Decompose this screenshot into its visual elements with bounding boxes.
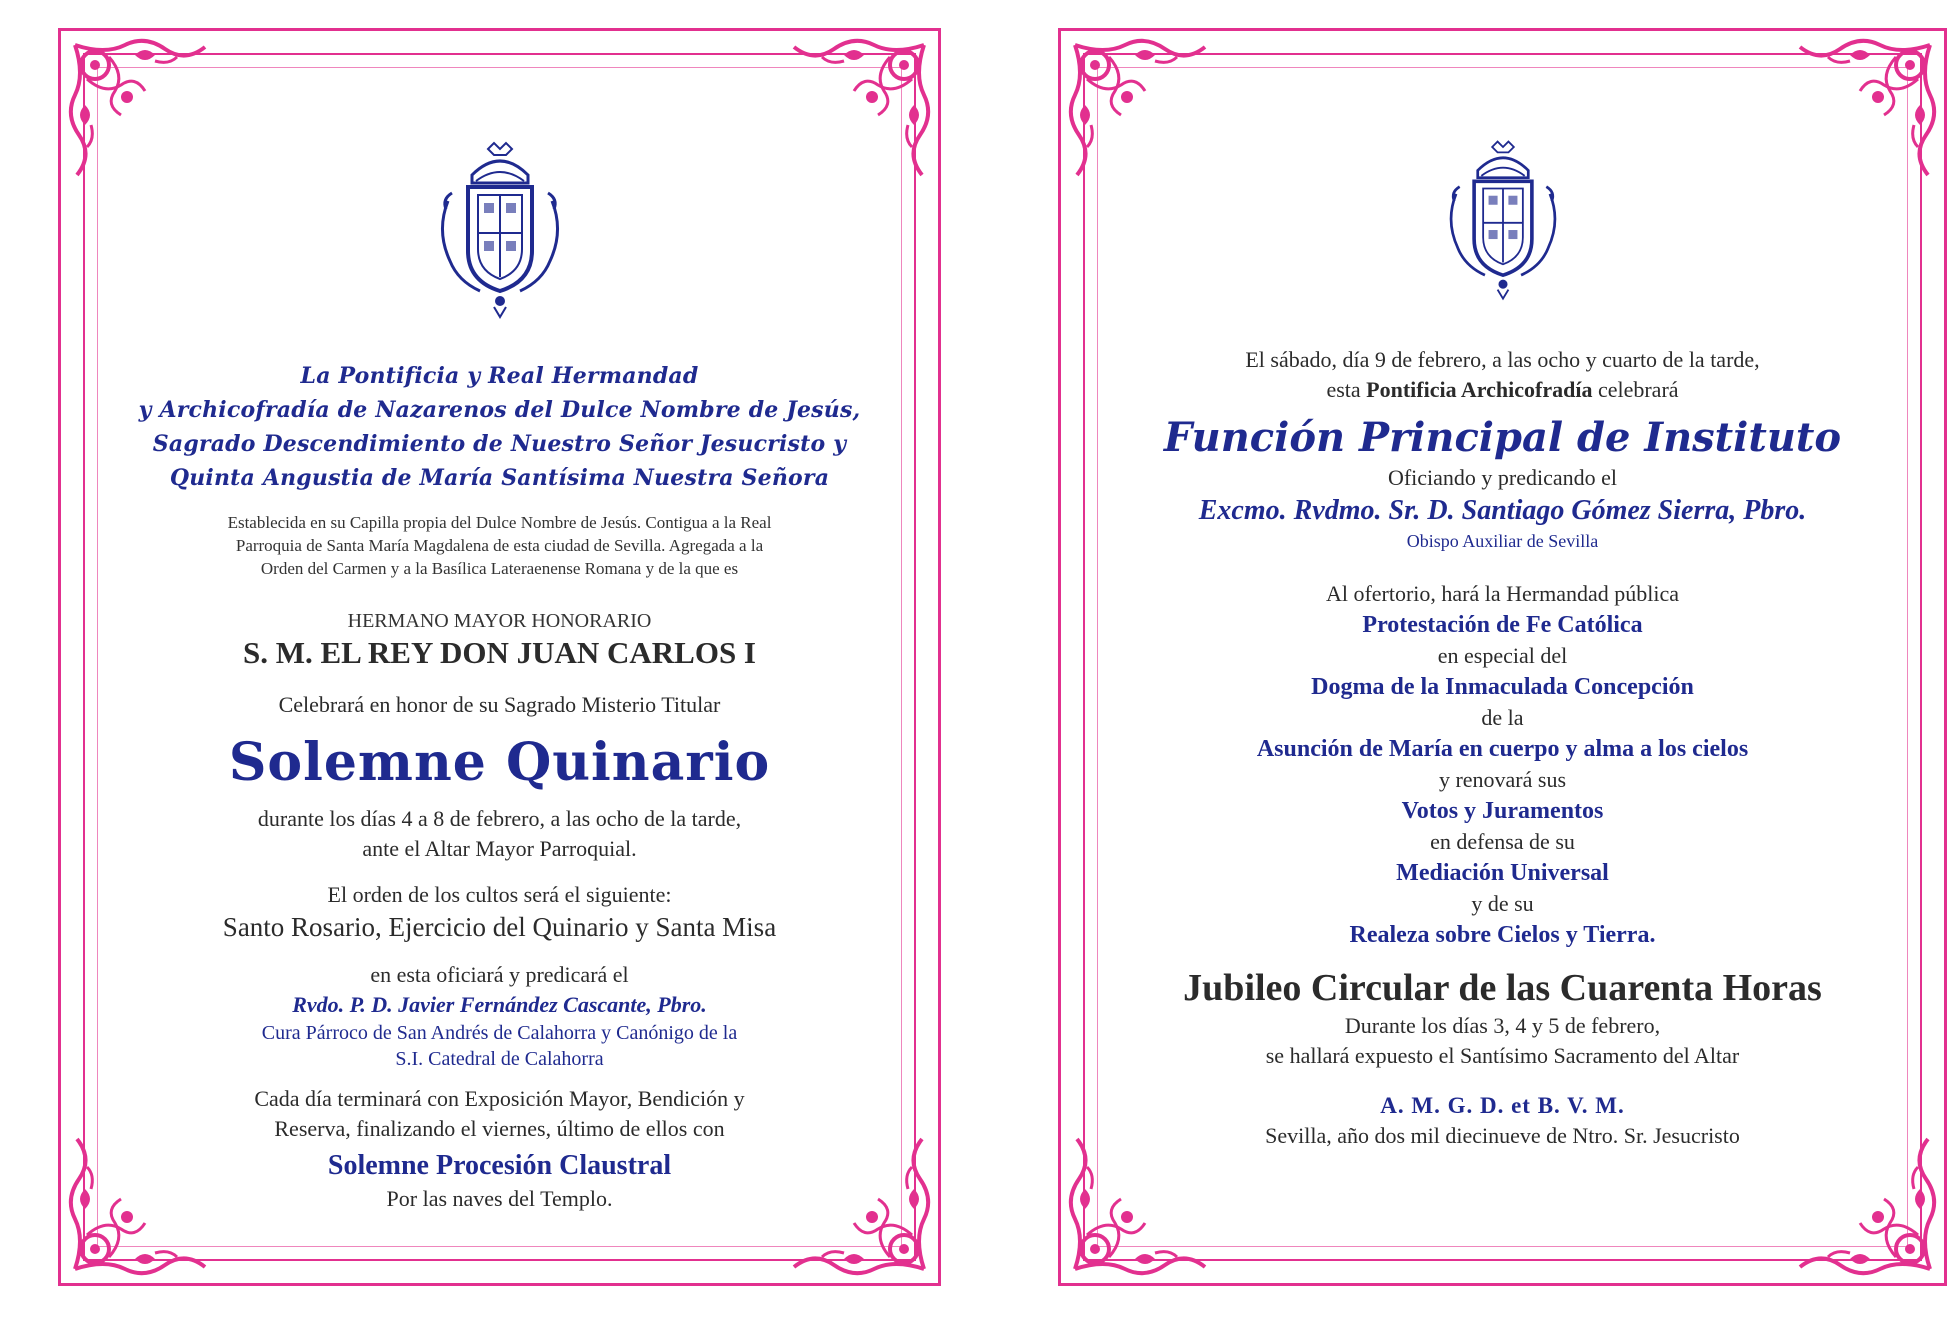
asuncion-text: Asunción de María en cuerpo y alma a los cielos [1256, 736, 1749, 762]
intro-archicofradia: Pontificia Archicofradía [1366, 377, 1593, 402]
preacher-role-line: Cura Párroco de San Andrés de Calahorra y Canónigo de la [261, 1022, 738, 1044]
intro-word: celebrará [1597, 377, 1679, 402]
brotherhood-title-line: Quinta Angustia de María Santísima Nuestra Señora [169, 465, 830, 491]
left-invitation-page [58, 28, 941, 1286]
celebrates-text: Celebrará en honor de su Sagrado Misterio Titular [278, 692, 721, 717]
procession-route: Por las naves del Templo. [386, 1186, 613, 1211]
dogma-text: Dogma de la Inmaculada Concepción [1311, 674, 1694, 700]
honorary-name: S. M. EL REY DON JUAN CARLOS I [243, 635, 756, 670]
intro-word: esta [1326, 377, 1361, 402]
jubileo-dates-line: Durante los días 3, 4 y 5 de febrero, [1344, 1013, 1661, 1038]
established-line: Orden del Carmen y a la Basílica Lateraenense Romana y de la que es [260, 559, 739, 578]
preacher-intro: en esta oficiará y predicará el [370, 962, 629, 987]
order-list: Santo Rosario, Ejercicio del Quinario y Santa Misa [222, 912, 777, 942]
left-content [131, 111, 868, 1214]
corner-ornament-icon [1065, 1129, 1215, 1279]
y-de-su-text: y de su [1471, 891, 1534, 916]
royal-crest-icon [428, 141, 572, 321]
preacher-role-line: S.I. Catedral de Calahorra [395, 1048, 604, 1070]
protest-text: Protestación de Fe Católica [1362, 612, 1643, 638]
brotherhood-title-line: Sagrado Descendimiento de Nuestro Señor Jesucristo y [152, 431, 847, 457]
brotherhood-title-line: y Archicofradía de Nazarenos del Dulce Nombre de Jesús, [138, 397, 861, 423]
defensa-text: en defensa de su [1430, 829, 1575, 854]
offertory-text: Al ofertorio, hará la Hermandad pública [1325, 581, 1680, 606]
established-text [131, 511, 868, 580]
preacher-name: Rvdo. P. D. Javier Fernández Cascante, Pbro. [292, 992, 707, 1017]
realeza-text: Realeza sobre Cielos y Tierra. [1349, 922, 1656, 948]
officiant-intro: Oficiando y predicando el [1387, 465, 1618, 490]
de-la-text: de la [1481, 705, 1524, 730]
procession-title: Solemne Procesión Claustral [327, 1150, 672, 1181]
dates-line: ante el Altar Mayor Parroquial. [362, 836, 637, 861]
officiant-name: Excmo. Rvdmo. Sr. D. Santiago Gómez Sierra, Pbro. [1198, 495, 1807, 526]
established-line: Parroquia de Santa María Magdalena de esta ciudad de Sevilla. Agregada a la [235, 536, 764, 555]
honorary-label: HERMANO MAYOR HONORARIO [347, 610, 652, 632]
order-intro: El orden de los cultos será el siguiente: [327, 882, 672, 907]
event-title: Función Principal de Instituto [1163, 414, 1842, 461]
closing-line: Reserva, finalizando el viernes, último de ellos con [274, 1116, 725, 1141]
renovara-text: y renovará sus [1438, 767, 1567, 792]
special-text: en especial del [1437, 643, 1568, 668]
amgd-text: A. M. G. D. et B. V. M. [1380, 1093, 1625, 1118]
ihs-crest-icon [1438, 139, 1568, 303]
right-content [1131, 111, 1874, 1151]
intro-line [1131, 375, 1874, 405]
jubileo-title: Jubileo Circular de las Cuarenta Horas [1183, 967, 1822, 1009]
votos-text: Votos y Juramentos [1401, 798, 1604, 824]
corner-ornament-icon [1790, 1129, 1940, 1279]
dates-line: durante los días 4 a 8 de febrero, a las ocho de la tarde, [257, 806, 742, 831]
right-invitation-page [1058, 28, 1947, 1286]
officiant-role: Obispo Auxiliar de Sevilla [1406, 531, 1599, 551]
established-line: Establecida en su Capilla propia del Dulce Nombre de Jesús. Contigua a la Real [227, 513, 772, 532]
event-title: Solemne Quinario [228, 732, 771, 793]
signoff-text: Sevilla, año dos mil diecinueve de Ntro. Sr. Jesucristo [1265, 1123, 1740, 1148]
brotherhood-title [131, 359, 868, 495]
mediacion-text: Mediación Universal [1396, 860, 1609, 886]
brotherhood-title-line: La Pontificia y Real Hermandad [300, 363, 699, 389]
jubileo-dates-line: se hallará expuesto el Santísimo Sacramento del Altar [1265, 1043, 1740, 1068]
closing-line: Cada día terminará con Exposición Mayor, Bendición y [254, 1086, 745, 1111]
intro-line: El sábado, día 9 de febrero, a las ocho y cuarto de la tarde, [1245, 347, 1760, 372]
